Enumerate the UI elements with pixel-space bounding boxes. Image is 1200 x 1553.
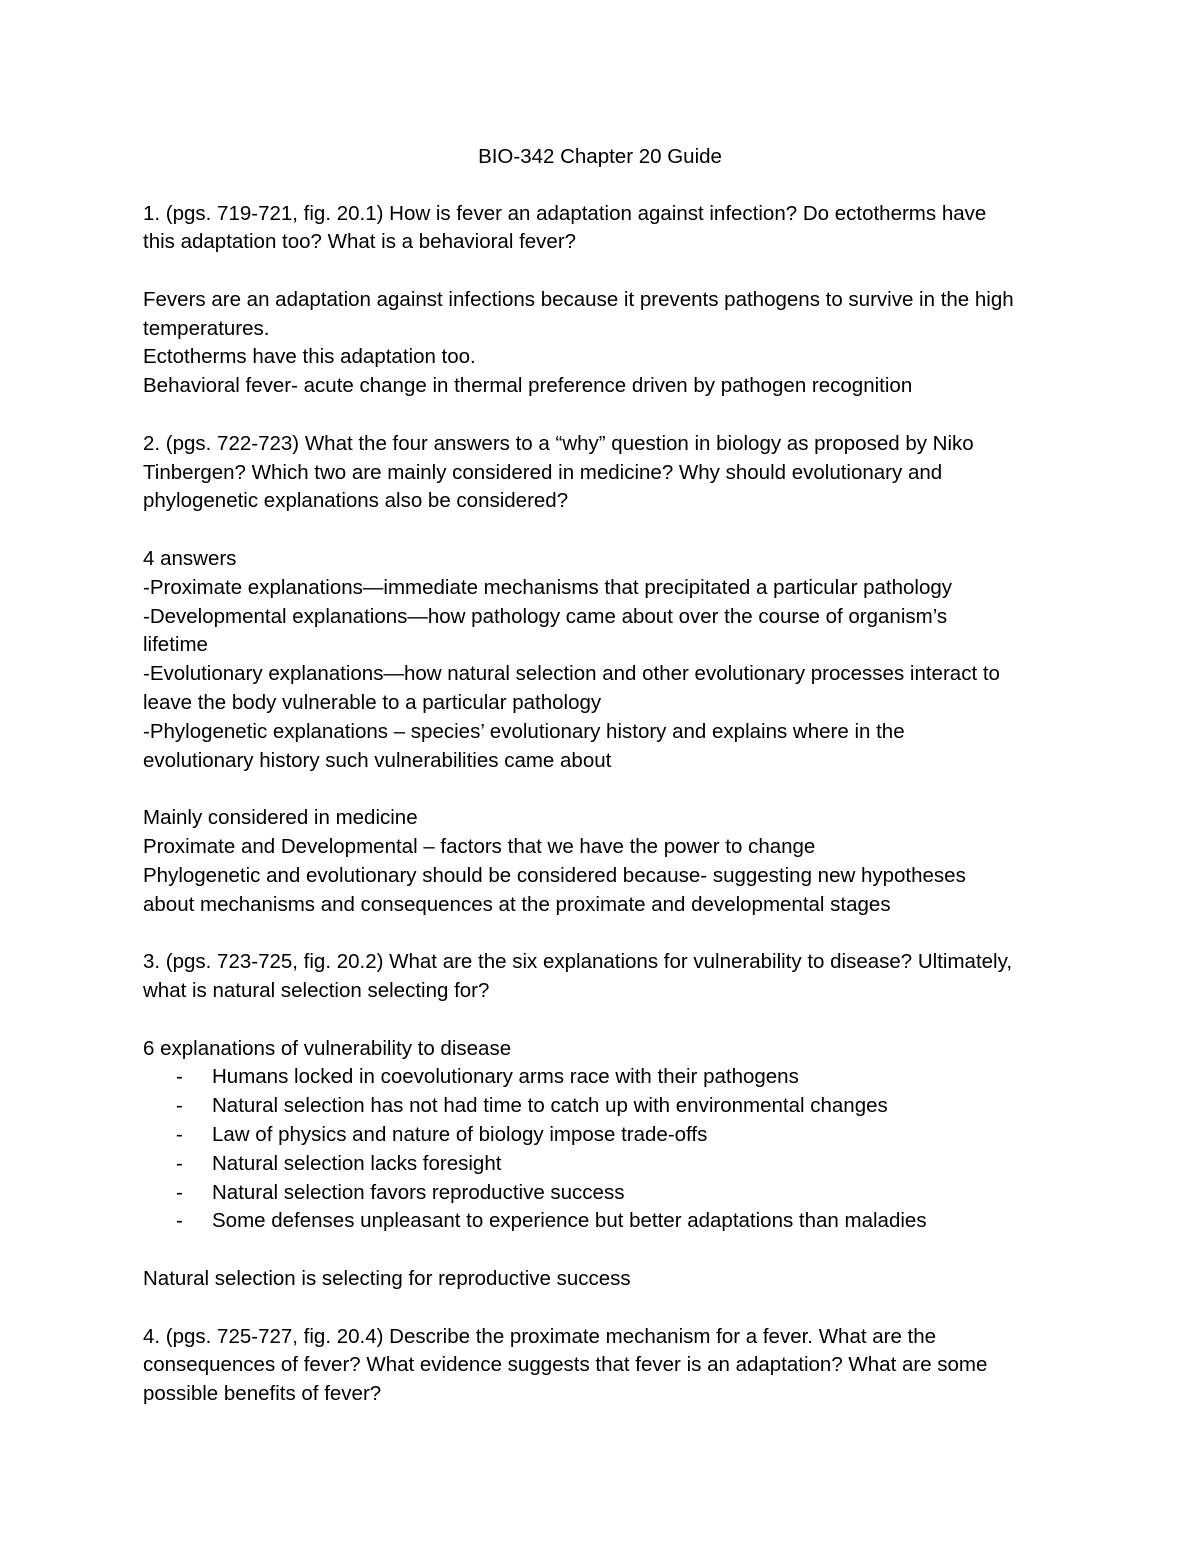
bullet-dash: - [176,1209,183,1233]
blank-line [143,775,1083,804]
blank-line [143,1294,1083,1323]
bullet-item [143,1092,1083,1121]
bullet-item [143,1179,1083,1208]
bullet-dash: - [176,1065,183,1089]
bullet-item [143,1121,1083,1150]
question-4-line: consequences of fever? What evidence suggests that fever is an adaptation? What are some [143,1353,988,1377]
question-1-line: this adaptation too? What is a behavioral fever? [143,230,577,254]
question-2-line: 2. (pgs. 722-723) What the four answers to a “why” question in biology as proposed by Niko [143,431,974,455]
question-3-line: 3. (pgs. 723-725, fig. 20.2) What are the six explanations for vulnerability to disease? Ultimately, [143,950,1013,974]
bullet-text: Law of physics and nature of biology impose trade-offs [212,1123,708,1146]
bullet-dash: - [176,1151,183,1175]
bullet-text: Humans locked in coevolutionary arms race with their pathogens [212,1065,799,1089]
question-4-line: possible benefits of fever? [143,1382,382,1406]
blank-line [143,919,1083,948]
bullet-item [143,1063,1083,1092]
blank-line [143,401,1083,430]
question-1-line: 1. (pgs. 719-721, fig. 20.1) How is fever an adaptation against infection? Do ectotherms have [143,201,987,225]
question-4-line: 4. (pgs. 725-727, fig. 20.4) Describe the proximate mechanism for a fever. What are the [143,1324,937,1348]
bullet-text: Natural selection favors reproductive success [212,1180,625,1204]
answer-2-line: -Evolutionary explanations—how natural selection and other evolutionary processes interact to [143,662,1000,686]
answer-1-line: Fevers are an adaptation against infections because it prevents pathogens to survive in the high [143,287,1014,311]
bullet-text: Natural selection lacks foresight [212,1151,502,1175]
answer-2-line: -Developmental explanations—how pathology came about over the course of organism’s [143,604,948,628]
blank-line [143,1006,1083,1035]
document-body [143,200,1083,1409]
bullet-item [143,1150,1083,1179]
answer-1-line: Ectotherms have this adaptation too. [143,345,476,369]
answer-3-conclusion: Natural selection is selecting for reproductive success [143,1266,631,1290]
answer-1-line: temperatures. [143,316,270,340]
answer-2-line: 4 answers [143,547,237,571]
question-2-line: phylogenetic explanations also be considered? [143,489,569,513]
bullet-text: Some defenses unpleasant to experience but better adaptations than maladies [212,1209,927,1233]
bullet-dash: - [176,1094,183,1118]
answer-2-line: leave the body vulnerable to a particular pathology [143,691,602,715]
blank-line [143,257,1083,286]
answer-2-line: -Phylogenetic explanations – species’ evolutionary history and explains where in the [143,719,905,743]
answer-2-line: -Proximate explanations—immediate mechanisms that precipitated a particular pathology [143,575,953,599]
answer-3-heading: 6 explanations of vulnerability to disease [143,1036,512,1060]
question-2-line: Tinbergen? Which two are mainly considered in medicine? Why should evolutionary and [143,460,943,484]
document-title: BIO-342 Chapter 20 Guide [478,145,722,168]
answer-2b-line: Phylogenetic and evolutionary should be considered because- suggesting new hypotheses [143,863,966,887]
answer-1-line: Behavioral fever- acute change in thermal preference driven by pathogen recognition [143,374,913,398]
blank-line [143,1236,1083,1265]
bullet-dash: - [176,1123,183,1146]
answer-2b-line: Mainly considered in medicine [143,806,418,830]
answer-2-line: evolutionary history such vulnerabilities came about [143,748,612,772]
question-3-line: what is natural selection selecting for? [143,979,490,1003]
bullet-dash: - [176,1180,183,1204]
bullet-item [143,1207,1083,1236]
answer-2b-line: about mechanisms and consequences at the proximate and developmental stages [143,892,891,916]
blank-line [143,516,1083,545]
bullet-text: Natural selection has not had time to catch up with environmental changes [212,1094,888,1118]
answer-2b-line: Proximate and Developmental – factors that we have the power to change [143,835,816,859]
answer-2-line: lifetime [143,633,208,657]
